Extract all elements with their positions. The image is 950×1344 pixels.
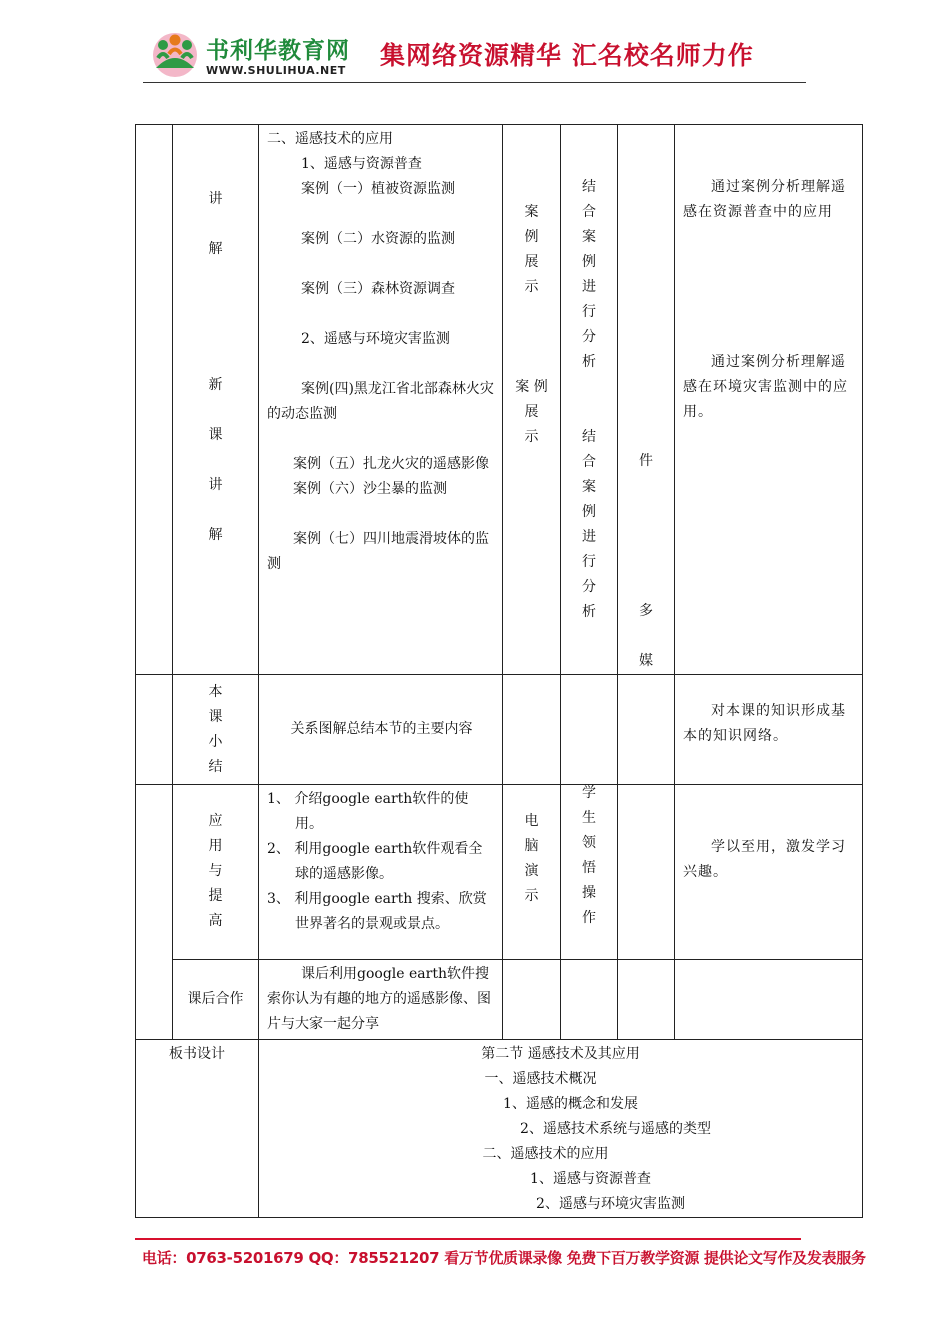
footer-divider bbox=[135, 1238, 801, 1240]
teacher-activity: 案 例 展 示 bbox=[515, 379, 548, 445]
blank-cell bbox=[618, 785, 675, 960]
purpose-text: 对本课的知识形成基本的知识网络。 bbox=[683, 703, 846, 744]
teacher-activity: 案 例 展 示 bbox=[524, 204, 539, 295]
table-row-explain bbox=[136, 125, 863, 675]
case-item: 案例（五）扎龙火灾的遥感影像 bbox=[293, 456, 489, 472]
purpose-text: 通过案例分析理解遥感在环境灾害监测中的应用。 bbox=[683, 354, 848, 420]
subsection-heading: 2、遥感与环境灾害监测 bbox=[301, 331, 450, 347]
purpose-cell bbox=[675, 785, 863, 960]
board-line: 二、遥感技术的应用 bbox=[482, 1146, 609, 1162]
header-slogan: 集网络资源精华 汇名校名师力作 bbox=[380, 41, 754, 70]
blank-cell bbox=[618, 675, 675, 785]
logo-title: 书利华教育网 bbox=[206, 38, 350, 64]
lesson-plan-table bbox=[135, 124, 863, 1218]
purpose-text: 学以至用，激发学习兴趣。 bbox=[683, 839, 846, 880]
case-item: 案例（二）水资源的监测 bbox=[301, 231, 455, 247]
media-label: 件 多 媒 bbox=[639, 453, 653, 669]
student-activity: 结 合 案 例 进 行 分 析 bbox=[582, 179, 596, 370]
blank-cell bbox=[675, 960, 863, 1040]
content-cell bbox=[259, 125, 503, 675]
apply-content bbox=[259, 785, 503, 960]
list-item: 3、 利用google earth 搜索、欣赏世界著名的景观或景点。 bbox=[267, 891, 487, 932]
student-activity-cell bbox=[561, 785, 618, 960]
section-heading: 二、遥感技术的应用 bbox=[267, 131, 393, 147]
logo-people-icon bbox=[150, 28, 200, 78]
blank-cell bbox=[136, 125, 173, 675]
subsection-heading: 1、遥感与资源普查 bbox=[301, 156, 422, 172]
board-content-cell bbox=[259, 1040, 863, 1218]
page-header bbox=[0, 0, 950, 95]
board-line: 第二节 遥感技术及其应用 bbox=[481, 1046, 640, 1062]
blank-cell bbox=[561, 675, 618, 785]
blank-cell bbox=[503, 675, 561, 785]
stage-label-bottom: 新 课 讲 解 bbox=[208, 377, 223, 543]
after-class-content bbox=[259, 960, 503, 1040]
media-cell bbox=[618, 125, 675, 675]
student-activity: 结 合 案 例 进 行 分 析 bbox=[582, 429, 596, 620]
board-line: 1、遥感的概念和发展 bbox=[503, 1096, 638, 1112]
purpose-cell bbox=[675, 125, 863, 675]
stage-label: 应 用 与 提 高 bbox=[208, 813, 223, 929]
student-activity-cell bbox=[561, 125, 618, 675]
table-row-summary bbox=[136, 675, 863, 785]
stage-label: 课后合作 bbox=[187, 991, 244, 1007]
blank-cell bbox=[136, 785, 173, 1040]
stage-cell bbox=[173, 675, 259, 785]
board-line: 2、遥感与环境灾害监测 bbox=[536, 1196, 685, 1212]
table-row-after-class bbox=[136, 960, 863, 1040]
footer-contact: 电话：0763-5201679 QQ：785521207 看万节优质课录像 免费下百万教学资源 提供论文写作及发表服务 bbox=[142, 1249, 866, 1267]
purpose-cell bbox=[675, 675, 863, 785]
logo-url: WWW.SHULIHUA.NET bbox=[206, 64, 346, 77]
after-class-text: 课后利用google earth软件搜索你认为有趣的地方的遥感影像、图片与大家一起分享 bbox=[267, 966, 491, 1032]
stage-cell bbox=[173, 125, 259, 675]
teacher-activity-cell bbox=[503, 125, 561, 675]
summary-content: 关系图解总结本节的主要内容 bbox=[259, 675, 503, 785]
teacher-activity: 电 脑 演 示 bbox=[524, 813, 539, 904]
board-label: 板书设计 bbox=[169, 1046, 225, 1062]
list-item: 2、 利用google earth软件观看全球的遥感影像。 bbox=[267, 841, 483, 882]
stage-cell bbox=[173, 960, 259, 1040]
header-divider bbox=[143, 82, 806, 83]
table-row-board bbox=[136, 1040, 863, 1218]
student-activity: 学 生 领 悟 操 作 bbox=[582, 785, 596, 926]
table-row-apply bbox=[136, 785, 863, 960]
board-line: 一、遥感技术概况 bbox=[484, 1071, 597, 1087]
board-line: 2、遥感技术系统与遥感的类型 bbox=[520, 1121, 711, 1137]
board-line: 1、遥感与资源普查 bbox=[530, 1171, 651, 1187]
case-item: 案例(四)黑龙江省北部森林火灾的动态监测 bbox=[267, 381, 494, 422]
blank-cell bbox=[503, 960, 561, 1040]
case-item: 案例（七）四川地震滑坡体的监测 bbox=[267, 531, 489, 572]
case-item: 案例（三）森林资源调查 bbox=[301, 281, 455, 297]
purpose-text: 通过案例分析理解遥感在资源普查中的应用 bbox=[683, 179, 846, 220]
blank-cell bbox=[561, 960, 618, 1040]
case-item: 案例（一）植被资源监测 bbox=[301, 181, 455, 197]
blank-cell bbox=[136, 675, 173, 785]
list-item: 1、 介绍google earth软件的使用。 bbox=[267, 791, 469, 832]
stage-cell bbox=[173, 785, 259, 960]
blank-cell bbox=[618, 960, 675, 1040]
stage-label: 本 课 小 结 bbox=[208, 684, 223, 775]
case-item: 案例（六）沙尘暴的监测 bbox=[293, 481, 447, 497]
stage-label-top: 讲 解 bbox=[208, 191, 223, 257]
teacher-activity-cell bbox=[503, 785, 561, 960]
